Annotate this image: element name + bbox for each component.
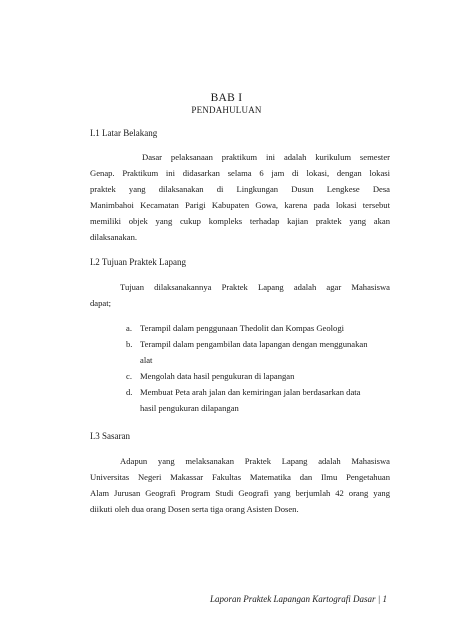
section-heading-latar-belakang: I.1 Latar Belakang [90, 128, 158, 138]
list-item-text: Terampil dalam penggunaan Thedolit dan Kompas Geologi [140, 323, 345, 333]
list-item-continuation: alat [140, 355, 153, 365]
list-item-text: Membuat Peta arah jalan dan kemiringan jalan berdasarkan data [140, 387, 361, 397]
paragraph-line: Tujuan dilaksanakannya Praktek Lapang adalah agar Mahasiswa [120, 282, 390, 292]
paragraph-line: Manimbahoi Kecamatan Parigi Kabupaten Gowa, karena pada lokasi tersebut [90, 200, 390, 210]
paragraph-line: Alam Jurusan Geografi Program Studi Geografi yang berjumlah 42 orang yang [90, 488, 390, 498]
list-item-text: Terampil dalam pengambilan data lapangan dengan menggunakan [140, 339, 368, 349]
list-marker: d. [126, 387, 133, 397]
section-heading-sasaran: I.3 Sasaran [90, 431, 130, 441]
list-marker: b. [126, 339, 133, 349]
paragraph-latar-belakang [90, 149, 390, 245]
paragraph-line: Adapun yang melaksanakan Praktek Lapang adalah Mahasiswa [120, 456, 390, 466]
paragraph-line: praktek yang dilaksanakan di Lingkungan Dusun Lengkese Desa [90, 184, 390, 194]
list-item-text: Mengolah data hasil pengukuran di lapangan [140, 371, 295, 381]
paragraph-line: diikuti oleh dua orang Dosen serta tiga orang Asisten Dosen. [90, 504, 299, 514]
paragraph-line: Universitas Negeri Makassar Fakultas Matematika dan Ilmu Pengetahuan [90, 472, 390, 482]
chapter-title: BAB I [210, 92, 243, 104]
chapter-subtitle: PENDAHULUAN [191, 105, 262, 115]
list-item [126, 368, 390, 384]
paragraph-tujuan [90, 279, 390, 311]
list-marker: c. [126, 371, 132, 381]
list-item-continuation: hasil pengukuran dilapangan [140, 403, 239, 413]
list-marker: a. [126, 323, 132, 333]
paragraph-line: Genap. Praktikum ini didasarkan selama 6 jam di lokasi, dengan lokasi [90, 168, 390, 178]
paragraph-line: memiliki objek yang cukup kompleks terhadap kajian praktek yang akan [90, 216, 390, 226]
section-heading-tujuan: I.2 Tujuan Praktek Lapang [90, 257, 186, 267]
list-item [126, 320, 390, 336]
paragraph-sasaran [90, 453, 390, 517]
list-item [126, 384, 390, 416]
paragraph-line: Dasar pelaksanaan praktikum ini adalah kurikulum semester [142, 152, 390, 162]
paragraph-line: dapat; [90, 298, 111, 308]
paragraph-line: dilaksanakan. [90, 232, 138, 242]
page-footer: Laporan Praktek Lapangan Kartografi Dasar | 1 [210, 594, 387, 604]
list-item [126, 336, 390, 368]
tujuan-list [126, 320, 390, 416]
